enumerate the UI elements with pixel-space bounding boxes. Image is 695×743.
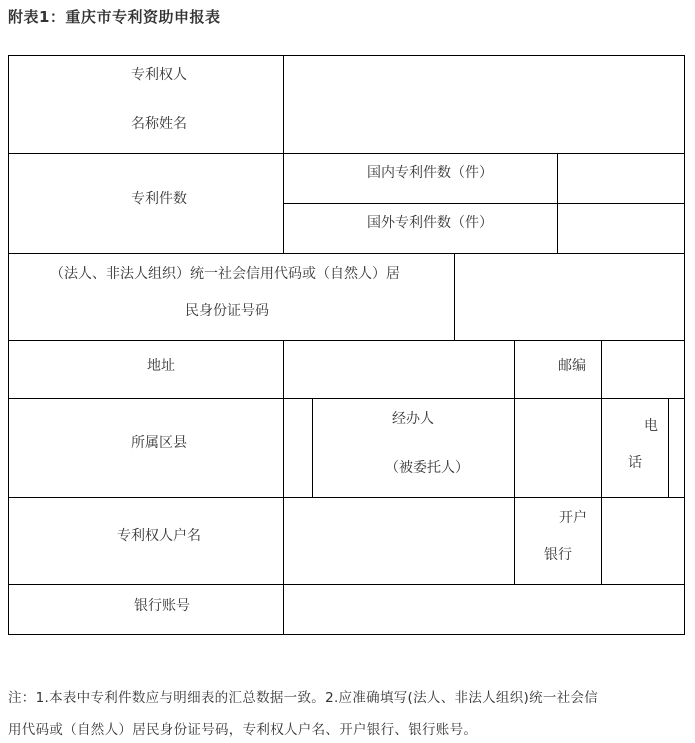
patentee-name-field[interactable]: [284, 56, 684, 153]
credit-code-label: （法人、非法人组织）统一社会信用代码或（自然人）居: [50, 266, 400, 282]
phone-label: 电: [644, 418, 658, 434]
patent-count-label: 专利件数: [131, 191, 187, 207]
address-field[interactable]: [284, 341, 514, 398]
account-name-field[interactable]: [284, 498, 514, 584]
col-divider: [312, 398, 313, 497]
agent-label: 经办人: [392, 411, 434, 427]
postcode-field[interactable]: [602, 341, 684, 398]
form-title: 附表1：重庆市专利资助申报表: [8, 8, 221, 26]
phone-label: 话: [628, 455, 642, 471]
domestic-count-label: 国内专利件数（件）: [367, 165, 493, 181]
bank-label: 银行: [544, 547, 572, 563]
patentee-name-label: 专利权人: [131, 67, 187, 83]
address-label: 地址: [147, 358, 175, 374]
table-border-bottom: [8, 634, 685, 635]
domestic-count-field[interactable]: [558, 154, 684, 203]
agent-label: （被委托人）: [385, 460, 469, 476]
table-border-left: [8, 55, 9, 635]
bank-label: 开户: [559, 510, 587, 526]
bank-field[interactable]: [602, 498, 684, 584]
note-line: 用代码或（自然人）居民身份证号码，专利权人户名、开户银行、银行账号。: [8, 722, 478, 738]
table-border-right: [684, 55, 685, 635]
phone-field[interactable]: [669, 399, 684, 497]
foreign-count-label: 国外专利件数（件）: [367, 215, 493, 231]
patentee-name-label: 名称姓名: [131, 116, 187, 132]
note-line: 注：1.本表中专利件数应与明细表的汇总数据一致。2.应准确填写(法人、非法人组织)统一社会信: [8, 690, 599, 706]
account-name-label: 专利权人户名: [117, 528, 201, 544]
agent-field[interactable]: [515, 399, 601, 497]
foreign-count-field[interactable]: [558, 204, 684, 253]
account-number-field[interactable]: [284, 585, 684, 634]
postcode-label: 邮编: [558, 358, 586, 374]
credit-code-field[interactable]: [455, 254, 684, 340]
district-field[interactable]: [284, 399, 312, 497]
credit-code-label: 民身份证号码: [185, 303, 269, 319]
account-number-label: 银行账号: [134, 598, 190, 614]
district-label: 所属区县: [131, 435, 187, 451]
